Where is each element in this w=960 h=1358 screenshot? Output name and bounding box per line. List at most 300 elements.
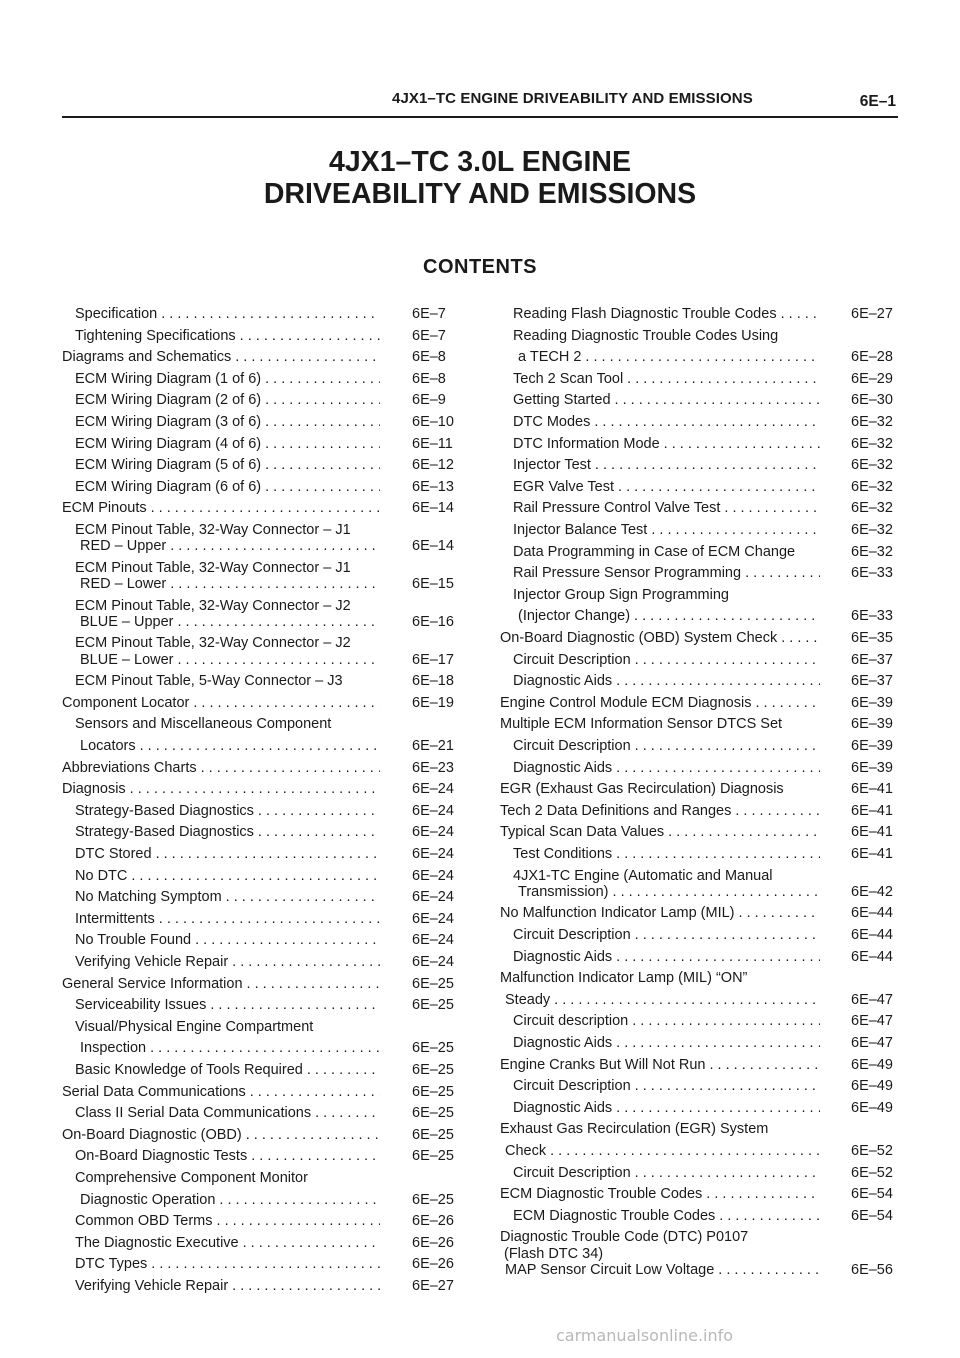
dot-leader <box>616 760 820 776</box>
toc-entry-title: On-Board Diagnostic (OBD) System Check <box>500 630 778 646</box>
document-title <box>0 146 960 210</box>
toc-entry-page: 6E–25 <box>412 1148 454 1165</box>
toc-entry-leader-line <box>500 803 820 819</box>
toc-entry-leader-line <box>505 1143 820 1159</box>
toc-entry-leader-line <box>75 414 380 430</box>
toc-entry-title-line: ECM Pinout Table, 32-Way Connector – J2 <box>75 597 351 614</box>
toc-entry-leader-line <box>513 673 820 689</box>
toc-entry-title: Tightening Specifications <box>75 327 236 344</box>
dot-leader <box>150 1040 380 1056</box>
toc-entry-page: 6E–44 <box>851 927 893 943</box>
toc-entry-title: Transmission) <box>518 883 609 900</box>
toc-entry-title: Component Locator <box>62 694 190 711</box>
toc-entry-title: Common OBD Terms <box>75 1213 213 1230</box>
toc-entry-page: 6E–32 <box>851 500 893 517</box>
toc-entry-leader-line <box>513 565 820 581</box>
toc-entry-page: 6E–29 <box>851 370 893 387</box>
toc-entry-leader-line <box>513 544 820 560</box>
toc-entry-page: 6E–7 <box>412 327 446 344</box>
toc-entry-leader-line <box>513 1100 820 1116</box>
toc-entry-page: 6E–10 <box>412 414 454 430</box>
toc-entry-leader-line <box>80 738 380 754</box>
toc-entry-title-line: ECM Pinout Table, 32-Way Connector – J1 <box>75 559 351 576</box>
dot-leader <box>554 992 820 1008</box>
toc-entry-page: 6E–52 <box>851 1164 893 1181</box>
dot-leader <box>315 1105 380 1121</box>
toc-entry-leader-line <box>513 306 820 322</box>
document-title-line-2: DRIVEABILITY AND EMISSIONS <box>263 178 697 210</box>
running-header-title: 4JX1–TC ENGINE DRIVEABILITY AND EMISSIONS <box>392 90 753 107</box>
toc-entry-title: Diagnostic Operation <box>80 1191 216 1208</box>
toc-entry-title: Circuit Description <box>513 651 631 668</box>
toc-entry-title: BLUE – Upper <box>80 613 174 630</box>
toc-entry-title-line: Sensors and Miscellaneous Component <box>75 716 332 733</box>
dot-leader <box>634 608 820 624</box>
toc-entry-page: 6E–42 <box>851 883 893 900</box>
toc-entry-page: 6E–26 <box>412 1213 454 1230</box>
dot-leader <box>307 1062 380 1078</box>
toc-entry-page: 6E–24 <box>412 889 454 906</box>
dot-leader <box>219 1192 380 1208</box>
toc-entry-leader-line <box>518 884 820 900</box>
toc-entry-title: Injector Balance Test <box>513 522 648 538</box>
toc-entry-title: Data Programming in Case of ECM Change <box>513 543 796 560</box>
toc-entry-title: Engine Cranks But Will Not Run <box>500 1056 706 1073</box>
toc-entry-title: ECM Diagnostic Trouble Codes <box>513 1207 716 1224</box>
toc-entry-leader-line <box>75 392 380 408</box>
toc-entry-page: 6E–25 <box>412 997 454 1014</box>
toc-entry-leader-line <box>75 803 380 819</box>
dot-leader <box>246 1127 380 1143</box>
dot-leader <box>616 949 820 965</box>
dot-leader <box>719 1208 820 1224</box>
toc-entry-title: Injector Test <box>513 457 591 474</box>
toc-entry-page: 6E–25 <box>412 1191 454 1208</box>
dot-leader <box>265 371 380 387</box>
toc-entry-leader-line <box>75 371 380 387</box>
dot-leader <box>243 1235 380 1251</box>
toc-entry-page: 6E–39 <box>851 738 893 754</box>
toc-entry-leader-line <box>80 538 380 554</box>
dot-leader <box>217 1213 380 1229</box>
toc-entry-title-line: Diagnostic Trouble Code (DTC) P0107 <box>500 1229 749 1246</box>
toc-entry-leader-line <box>513 927 820 943</box>
toc-entry-leader-line <box>75 1062 380 1078</box>
toc-entry-page: 6E–56 <box>851 1261 893 1278</box>
toc-entry-page: 6E–12 <box>412 457 454 474</box>
toc-entry-page: 6E–32 <box>851 543 893 560</box>
toc-entry-leader-line <box>80 576 380 592</box>
watermark: carmanualsonline.info <box>556 1326 734 1345</box>
toc-entry-title: ECM Wiring Diagram (4 of 6) <box>75 435 262 452</box>
toc-entry-page: 6E–33 <box>851 565 893 582</box>
toc-entry-title: Circuit description <box>513 1013 629 1030</box>
dot-leader <box>265 436 380 452</box>
dot-leader <box>632 1013 820 1029</box>
dot-leader <box>615 392 820 408</box>
toc-entry-page: 6E–26 <box>412 1256 454 1273</box>
toc-entry-title: Serial Data Communications <box>62 1083 246 1100</box>
dot-leader <box>210 997 380 1013</box>
dot-leader <box>664 436 820 452</box>
dot-leader <box>265 479 380 495</box>
toc-entry-title: ECM Wiring Diagram (5 of 6) <box>75 457 262 474</box>
dot-leader <box>735 803 820 819</box>
toc-entry-title-line: Comprehensive Component Monitor <box>75 1170 308 1186</box>
dot-leader <box>635 927 820 943</box>
toc-entry-title: General Service Information <box>62 975 243 992</box>
toc-entry-page: 6E–25 <box>412 1105 454 1122</box>
toc-entry-title: Tech 2 Scan Tool <box>513 370 624 387</box>
toc-entry-leader-line <box>80 614 380 630</box>
toc-entry-title: ECM Wiring Diagram (1 of 6) <box>75 370 262 387</box>
toc-entry-title: Abbreviations Charts <box>62 759 197 776</box>
toc-entry-leader-line <box>513 371 820 387</box>
dot-leader <box>232 1278 380 1294</box>
toc-entry-page: 6E–19 <box>412 694 454 711</box>
running-header <box>62 86 898 116</box>
toc-entry-page: 6E–9 <box>412 392 446 409</box>
toc-entry-leader-line <box>513 949 820 965</box>
toc-entry-leader-line <box>75 889 380 905</box>
document-title-line-1: 4JX1–TC 3.0L ENGINE <box>328 146 632 178</box>
toc-entry-title: Diagnostic Aids <box>513 948 613 965</box>
toc-entry-leader-line <box>75 1256 380 1272</box>
dot-leader <box>651 522 820 538</box>
toc-entry-leader-line <box>62 781 380 797</box>
toc-entry-title: Diagnostic Aids <box>513 673 613 690</box>
toc-entry-leader-line <box>513 652 820 668</box>
toc-entry-title: No Malfunction Indicator Lamp (MIL) <box>500 905 735 922</box>
toc-entry-title: Check <box>505 1142 547 1159</box>
toc-entry-leader-line <box>75 824 380 840</box>
toc-entry-page: 6E–39 <box>851 759 893 776</box>
toc-entry-title: Specification <box>75 306 158 322</box>
toc-entry-leader-line <box>62 695 380 711</box>
toc-entry-page: 6E–8 <box>412 370 446 387</box>
toc-entry-title: No DTC <box>75 867 128 884</box>
toc-entry-title: Diagrams and Schematics <box>62 349 232 366</box>
toc-entry-page: 6E–24 <box>412 781 454 798</box>
dot-leader <box>616 1035 820 1051</box>
dot-leader <box>130 781 380 797</box>
dot-leader <box>265 392 380 408</box>
toc-entry-title: ECM Diagnostic Trouble Codes <box>500 1186 703 1203</box>
toc-entry-title: EGR Valve Test <box>513 478 615 495</box>
toc-entry-title: Circuit Description <box>513 1164 631 1181</box>
toc-entry-page: 6E–33 <box>851 608 893 625</box>
dot-leader <box>170 576 380 592</box>
toc-entry-title-line: 4JX1-TC Engine (Automatic and Manual <box>513 867 773 884</box>
dot-leader <box>635 1078 820 1094</box>
toc-entry-title: Getting Started <box>513 392 611 409</box>
toc-entry-page: 6E–16 <box>412 613 454 630</box>
toc-entry-page: 6E–39 <box>851 694 893 711</box>
toc-entry-leader-line <box>518 608 820 624</box>
dot-leader <box>159 911 380 927</box>
toc-entry-title: ECM Wiring Diagram (3 of 6) <box>75 414 262 430</box>
dot-leader <box>226 889 380 905</box>
toc-entry-page: 6E–25 <box>412 1062 454 1078</box>
toc-entry-title: Circuit Description <box>513 1078 631 1095</box>
dot-leader <box>616 846 820 862</box>
toc-entry-page: 6E–32 <box>851 414 893 430</box>
toc-entry-title: Diagnostic Aids <box>513 759 613 776</box>
toc-entry-leader-line <box>75 1105 380 1121</box>
toc-entry-leader-line <box>513 1013 820 1029</box>
toc-entry-leader-line <box>513 738 820 754</box>
toc-entry-leader-line <box>518 349 820 365</box>
toc-entry-page: 6E–24 <box>412 802 454 819</box>
toc-entry-leader-line <box>505 992 820 1008</box>
toc-entry-title: DTC Modes <box>513 414 591 430</box>
toc-entry-title: Rail Pressure Control Valve Test <box>513 500 721 517</box>
toc-entry-page: 6E–14 <box>412 500 454 517</box>
dot-leader <box>627 371 820 387</box>
toc-entry-leader-line <box>500 781 820 797</box>
dot-leader <box>635 652 820 668</box>
toc-entry-title: EGR (Exhaust Gas Recirculation) Diagnosis <box>500 781 784 798</box>
toc-entry-page: 6E–25 <box>412 1083 454 1100</box>
toc-entry-leader-line <box>513 414 820 430</box>
dot-leader <box>151 1256 380 1272</box>
dot-leader <box>710 1057 821 1073</box>
dot-leader <box>161 306 380 322</box>
toc-entry-page: 6E–41 <box>851 846 893 862</box>
toc-entry-title: Steady <box>505 991 551 1008</box>
toc-entry-page: 6E–37 <box>851 673 893 690</box>
toc-entry-page: 6E–26 <box>412 1234 454 1251</box>
contents-heading: CONTENTS <box>423 256 537 278</box>
toc-entry-leader-line <box>513 522 820 538</box>
toc-entry-title: RED – Upper <box>80 538 167 555</box>
toc-entry-leader-line <box>75 1278 380 1294</box>
toc-entry-page: 6E–18 <box>412 673 454 690</box>
toc-entry-title: DTC Information Mode <box>513 435 660 452</box>
dot-leader <box>251 1148 380 1164</box>
toc-entry-leader-line <box>75 1148 380 1164</box>
toc-entry-title: MAP Sensor Circuit Low Voltage <box>505 1261 715 1278</box>
dot-leader <box>613 884 820 900</box>
toc-entry-leader-line <box>62 349 380 365</box>
toc-entry-page: 6E–24 <box>412 932 454 949</box>
toc-entry-leader-line <box>75 479 380 495</box>
toc-entry-title: ECM Pinout Table, 5-Way Connector – J3 <box>75 673 343 690</box>
toc-entry-leader-line <box>62 976 380 992</box>
toc-entry-leader-line <box>75 328 380 344</box>
toc-entry-leader-line <box>513 479 820 495</box>
toc-entry-title: Diagnosis <box>62 781 126 798</box>
toc-entry-title: Circuit Description <box>513 738 631 754</box>
toc-entry-page: 6E–49 <box>851 1099 893 1116</box>
dot-leader <box>668 824 820 840</box>
dot-leader <box>201 760 380 776</box>
dot-leader <box>258 803 380 819</box>
dot-leader <box>156 846 380 862</box>
toc-entry-leader-line <box>62 1084 380 1100</box>
toc-entry-leader-line <box>62 760 380 776</box>
toc-entry-page: 6E–41 <box>851 824 893 841</box>
dot-leader <box>265 457 380 473</box>
toc-entry-leader-line <box>75 846 380 862</box>
toc-entry-page: 6E–24 <box>412 867 454 884</box>
toc-entry-page: 6E–30 <box>851 392 893 409</box>
dot-leader <box>616 1100 820 1116</box>
toc-entry-leader-line <box>75 673 380 689</box>
toc-entry-leader-line <box>513 1165 820 1181</box>
toc-entry-leader-line <box>513 846 820 862</box>
toc-entry-title: a TECH 2 <box>518 349 582 366</box>
dot-leader <box>250 1084 380 1100</box>
dot-leader <box>739 905 820 921</box>
toc-entry-page: 6E–17 <box>412 651 454 668</box>
toc-entry-leader-line <box>80 1040 380 1056</box>
toc-entry-page: 6E–44 <box>851 948 893 965</box>
toc-entry-title: ECM Pinouts <box>62 500 147 517</box>
toc-entry-page: 6E–24 <box>412 846 454 862</box>
dot-leader <box>755 695 820 711</box>
toc-entry-leader-line <box>513 1035 820 1051</box>
toc-entry-title: Circuit Description <box>513 927 631 943</box>
toc-entry-page: 6E–32 <box>851 478 893 495</box>
toc-entry-page: 6E–25 <box>412 1040 454 1057</box>
toc-entry-title: No Trouble Found <box>75 932 192 949</box>
dot-leader <box>616 673 820 689</box>
toc-entry-page: 6E–24 <box>412 954 454 970</box>
toc-entry-page: 6E–47 <box>851 1035 893 1051</box>
dot-leader <box>781 630 820 646</box>
toc-entry-leader-line <box>500 824 820 840</box>
toc-entry-title-line: ECM Pinout Table, 32-Way Connector – J1 <box>75 522 351 538</box>
toc-entry-page: 6E–41 <box>851 802 893 819</box>
toc-entry-page: 6E–13 <box>412 478 454 495</box>
toc-entry-page: 6E–24 <box>412 824 454 841</box>
toc-entry-page: 6E–54 <box>851 1186 893 1203</box>
toc-entry-page: 6E–47 <box>851 991 893 1008</box>
dot-leader <box>140 738 380 754</box>
toc-entry-leader-line <box>513 760 820 776</box>
toc-entry-leader-line <box>75 868 380 884</box>
toc-entry-leader-line <box>513 392 820 408</box>
dot-leader <box>193 695 380 711</box>
toc-entry-leader-line <box>80 652 380 668</box>
toc-entry-title: Rail Pressure Sensor Programming <box>513 565 742 582</box>
dot-leader <box>265 414 380 430</box>
dot-leader <box>258 824 380 840</box>
toc-entry-page: 6E–54 <box>851 1207 893 1224</box>
toc-entry-title: Diagnostic Aids <box>513 1099 613 1116</box>
dot-leader <box>594 414 820 430</box>
toc-entry-page: 6E–14 <box>412 538 454 555</box>
toc-entry-title: No Matching Symptom <box>75 889 222 906</box>
dot-leader <box>724 500 820 516</box>
toc-entry-page: 6E–21 <box>412 737 454 754</box>
toc-entry-title-line: Injector Group Sign Programming <box>513 586 729 603</box>
toc-entry-title: Inspection <box>80 1040 147 1057</box>
toc-entry-page: 6E–23 <box>412 759 454 776</box>
toc-entry-title: ECM Wiring Diagram (6 of 6) <box>75 478 262 495</box>
toc-entry-title-line: (Flash DTC 34) <box>504 1245 604 1262</box>
toc-entry-page: 6E–27 <box>851 306 893 322</box>
toc-entry-title: RED – Lower <box>80 575 167 592</box>
toc-entry-title: DTC Stored <box>75 846 152 862</box>
toc-entry-leader-line <box>500 716 820 732</box>
toc-entry-page: 6E–8 <box>412 349 446 366</box>
toc-entry-leader-line <box>500 630 820 646</box>
toc-entry-page: 6E–32 <box>851 457 893 474</box>
toc-entry-leader-line <box>75 1235 380 1251</box>
toc-entry-page: 6E–24 <box>412 910 454 927</box>
dot-leader <box>195 932 380 948</box>
toc-entry-title-line: Visual/Physical Engine Compartment <box>75 1018 314 1035</box>
toc-entry-title-line: Malfunction Indicator Lamp (MIL) “ON” <box>500 970 748 987</box>
toc-entry-leader-line <box>500 905 820 921</box>
dot-leader <box>635 738 820 754</box>
dot-leader <box>131 868 380 884</box>
dot-leader <box>178 614 381 630</box>
toc-entry-title: ECM Wiring Diagram (2 of 6) <box>75 392 262 409</box>
toc-entry-title: On-Board Diagnostic (OBD) <box>62 1126 242 1143</box>
dot-leader <box>585 349 820 365</box>
toc-entry-leader-line <box>75 436 380 452</box>
toc-entry-title-line: Exhaust Gas Recirculation (EGR) System <box>500 1121 769 1138</box>
toc-entry-title: Serviceability Issues <box>75 997 207 1014</box>
toc-entry-leader-line <box>513 457 820 473</box>
toc-entry-page: 6E–25 <box>412 1126 454 1143</box>
toc-entry-title: Diagnostic Aids <box>513 1035 613 1051</box>
toc-entry-leader-line <box>75 911 380 927</box>
toc-entry-page: 6E–25 <box>412 975 454 992</box>
toc-entry-title: Typical Scan Data Values <box>500 824 665 841</box>
dot-leader <box>240 328 380 344</box>
toc-entry-leader-line <box>513 436 820 452</box>
toc-entry-leader-line <box>62 500 380 516</box>
toc-entry-title: Reading Flash Diagnostic Trouble Codes <box>513 306 777 322</box>
dot-leader <box>550 1143 820 1159</box>
toc-entry-title-line: Reading Diagnostic Trouble Codes Using <box>513 327 779 344</box>
toc-entry-leader-line <box>75 954 380 970</box>
toc-entry-page: 6E–49 <box>851 1056 893 1073</box>
dot-leader <box>745 565 820 581</box>
dot-leader <box>170 538 380 554</box>
toc-entry-title: BLUE – Lower <box>80 651 174 668</box>
dot-leader <box>178 652 381 668</box>
toc-entry-leader-line <box>513 1078 820 1094</box>
dot-leader <box>247 976 380 992</box>
toc-entry-page: 6E–39 <box>851 716 893 733</box>
toc-entry-leader-line <box>513 500 820 516</box>
toc-entry-title: Intermittents <box>75 910 155 927</box>
toc-entry-page: 6E–7 <box>412 306 446 322</box>
page-number: 6E–1 <box>859 93 896 110</box>
toc-entry-leader-line <box>513 1208 820 1224</box>
toc-entry-title: Class II Serial Data Communications <box>75 1105 312 1122</box>
toc-entry-page: 6E–49 <box>851 1078 893 1095</box>
toc-entry-leader-line <box>75 932 380 948</box>
toc-entry-leader-line <box>500 1057 820 1073</box>
toc-entry-title: Verifying Vehicle Repair <box>75 954 229 970</box>
toc-entry-page: 6E–15 <box>412 575 454 592</box>
toc-entry-title: Strategy-Based Diagnostics <box>75 824 254 841</box>
dot-leader <box>151 500 380 516</box>
toc-entry-page: 6E–52 <box>851 1142 893 1159</box>
toc-entry-title: Tech 2 Data Definitions and Ranges <box>500 802 732 819</box>
toc-entry-title: Engine Control Module ECM Diagnosis <box>500 694 752 711</box>
toc-entry-page: 6E–27 <box>412 1278 454 1294</box>
dot-leader <box>781 306 820 322</box>
toc-entry-leader-line <box>75 1213 380 1229</box>
toc-entry-page: 6E–41 <box>851 781 893 798</box>
